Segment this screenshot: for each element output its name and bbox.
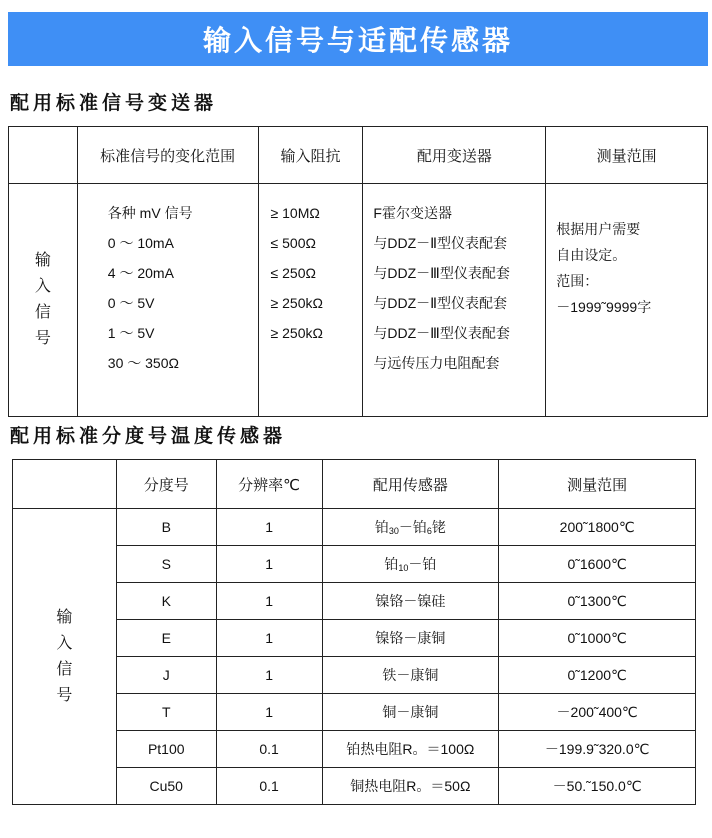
signal-item: 各种 mV 信号	[107, 205, 193, 221]
range-cell: 0˜1600℃	[499, 546, 696, 583]
impedance-item: ≥ 250kΩ	[270, 325, 323, 341]
signal-item: 0 ～ 10mA	[107, 235, 174, 251]
section-title-sensors: 配用标准分度号温度传感器	[10, 426, 287, 447]
page-banner	[8, 12, 708, 66]
sensor-cell: 铜－康铜	[322, 694, 499, 731]
table-header-row	[9, 127, 708, 184]
code-cell: Cu50	[116, 768, 216, 805]
row-label: 输 入 信 号	[9, 184, 78, 417]
code-cell: B	[116, 509, 216, 546]
code-cell: E	[116, 620, 216, 657]
resolution-cell: 1	[216, 509, 322, 546]
code-cell: K	[116, 583, 216, 620]
header-cell: 分度号	[116, 460, 216, 509]
header-cell	[13, 460, 117, 509]
range-cell: 0˜1000℃	[499, 620, 696, 657]
sensor-cell: 铂$_{10}$－铂	[322, 546, 499, 583]
impedance-item: ≤ 500Ω	[270, 235, 316, 251]
header-cell: 分辨率℃	[216, 460, 322, 509]
impedance-item: ≥ 10MΩ	[270, 205, 320, 221]
signal-range-cell	[77, 184, 258, 417]
header-cell: 输入阻抗	[258, 127, 363, 184]
impedance-cell	[258, 184, 363, 417]
transmitter-cell	[363, 184, 546, 417]
code-cell: J	[116, 657, 216, 694]
transmitter-item: 与DDZ－Ⅲ型仪表配套	[373, 265, 510, 281]
page-title: 输入信号与适配传感器	[202, 25, 513, 56]
range-cell: －50.˜150.0℃	[499, 768, 696, 805]
resolution-cell: 1	[216, 620, 322, 657]
range-cell: 0˜1300℃	[499, 583, 696, 620]
impedance-item: ≤ 250Ω	[270, 265, 316, 281]
code-cell: S	[116, 546, 216, 583]
impedance-item: ≥ 250kΩ	[270, 295, 323, 311]
table-row	[9, 184, 708, 417]
header-cell: 测量范围	[546, 127, 708, 184]
header-cell: 标准信号的变化范围	[77, 127, 258, 184]
section-title-transmitters: 配用标准信号变送器	[10, 93, 218, 114]
header-cell: 测量范围	[499, 460, 696, 509]
transmitter-item: 与DDZ－Ⅲ型仪表配套	[373, 325, 510, 341]
transmitter-item: 与远传压力电阻配套	[373, 355, 500, 371]
header-cell: 配用传感器	[322, 460, 499, 509]
signal-item: 30 ～ 350Ω	[107, 355, 179, 371]
range-cell: 200˜1800℃	[499, 509, 696, 546]
header-cell	[9, 127, 78, 184]
resolution-cell: 1	[216, 583, 322, 620]
transmitter-item: F霍尔变送器	[373, 205, 452, 221]
transmitter-item: 与DDZ－Ⅱ型仪表配套	[373, 295, 508, 311]
transmitter-table	[8, 126, 708, 417]
header-cell: 配用变送器	[363, 127, 546, 184]
sensor-cell: 铜热电阻R。＝50Ω	[322, 768, 499, 805]
code-cell: T	[116, 694, 216, 731]
resolution-cell: 0.1	[216, 768, 322, 805]
transmitter-item: 与DDZ－Ⅱ型仪表配套	[373, 235, 508, 251]
sensor-cell: 镍铬－康铜	[322, 620, 499, 657]
resolution-cell: 1	[216, 657, 322, 694]
resolution-cell: 1	[216, 546, 322, 583]
table-header-row	[13, 460, 696, 509]
range-cell: －200˜400℃	[499, 694, 696, 731]
sensor-cell: 铂热电阻R。＝100Ω	[322, 731, 499, 768]
signal-item: 0 ～ 5V	[107, 295, 155, 311]
range-cell: －199.9˜320.0℃	[499, 731, 696, 768]
resolution-cell: 1	[216, 694, 322, 731]
signal-item: 4 ～ 20mA	[107, 265, 174, 281]
code-cell: Pt100	[116, 731, 216, 768]
measure-range-cell: 根据用户需要 自由设定。 范围： －1999˜9999字	[546, 184, 708, 417]
resolution-cell: 0.1	[216, 731, 322, 768]
range-cell: 0˜1200℃	[499, 657, 696, 694]
sensor-cell: 镍铬－镍硅	[322, 583, 499, 620]
sensor-table	[12, 459, 696, 805]
signal-item: 1 ～ 5V	[107, 325, 155, 341]
row-label: 输 入 信 号	[13, 509, 117, 805]
sensor-cell: 铂$_{30}$－铂$_6$铑	[322, 509, 499, 546]
sensor-cell: 铁－康铜	[322, 657, 499, 694]
table-row	[13, 509, 696, 546]
